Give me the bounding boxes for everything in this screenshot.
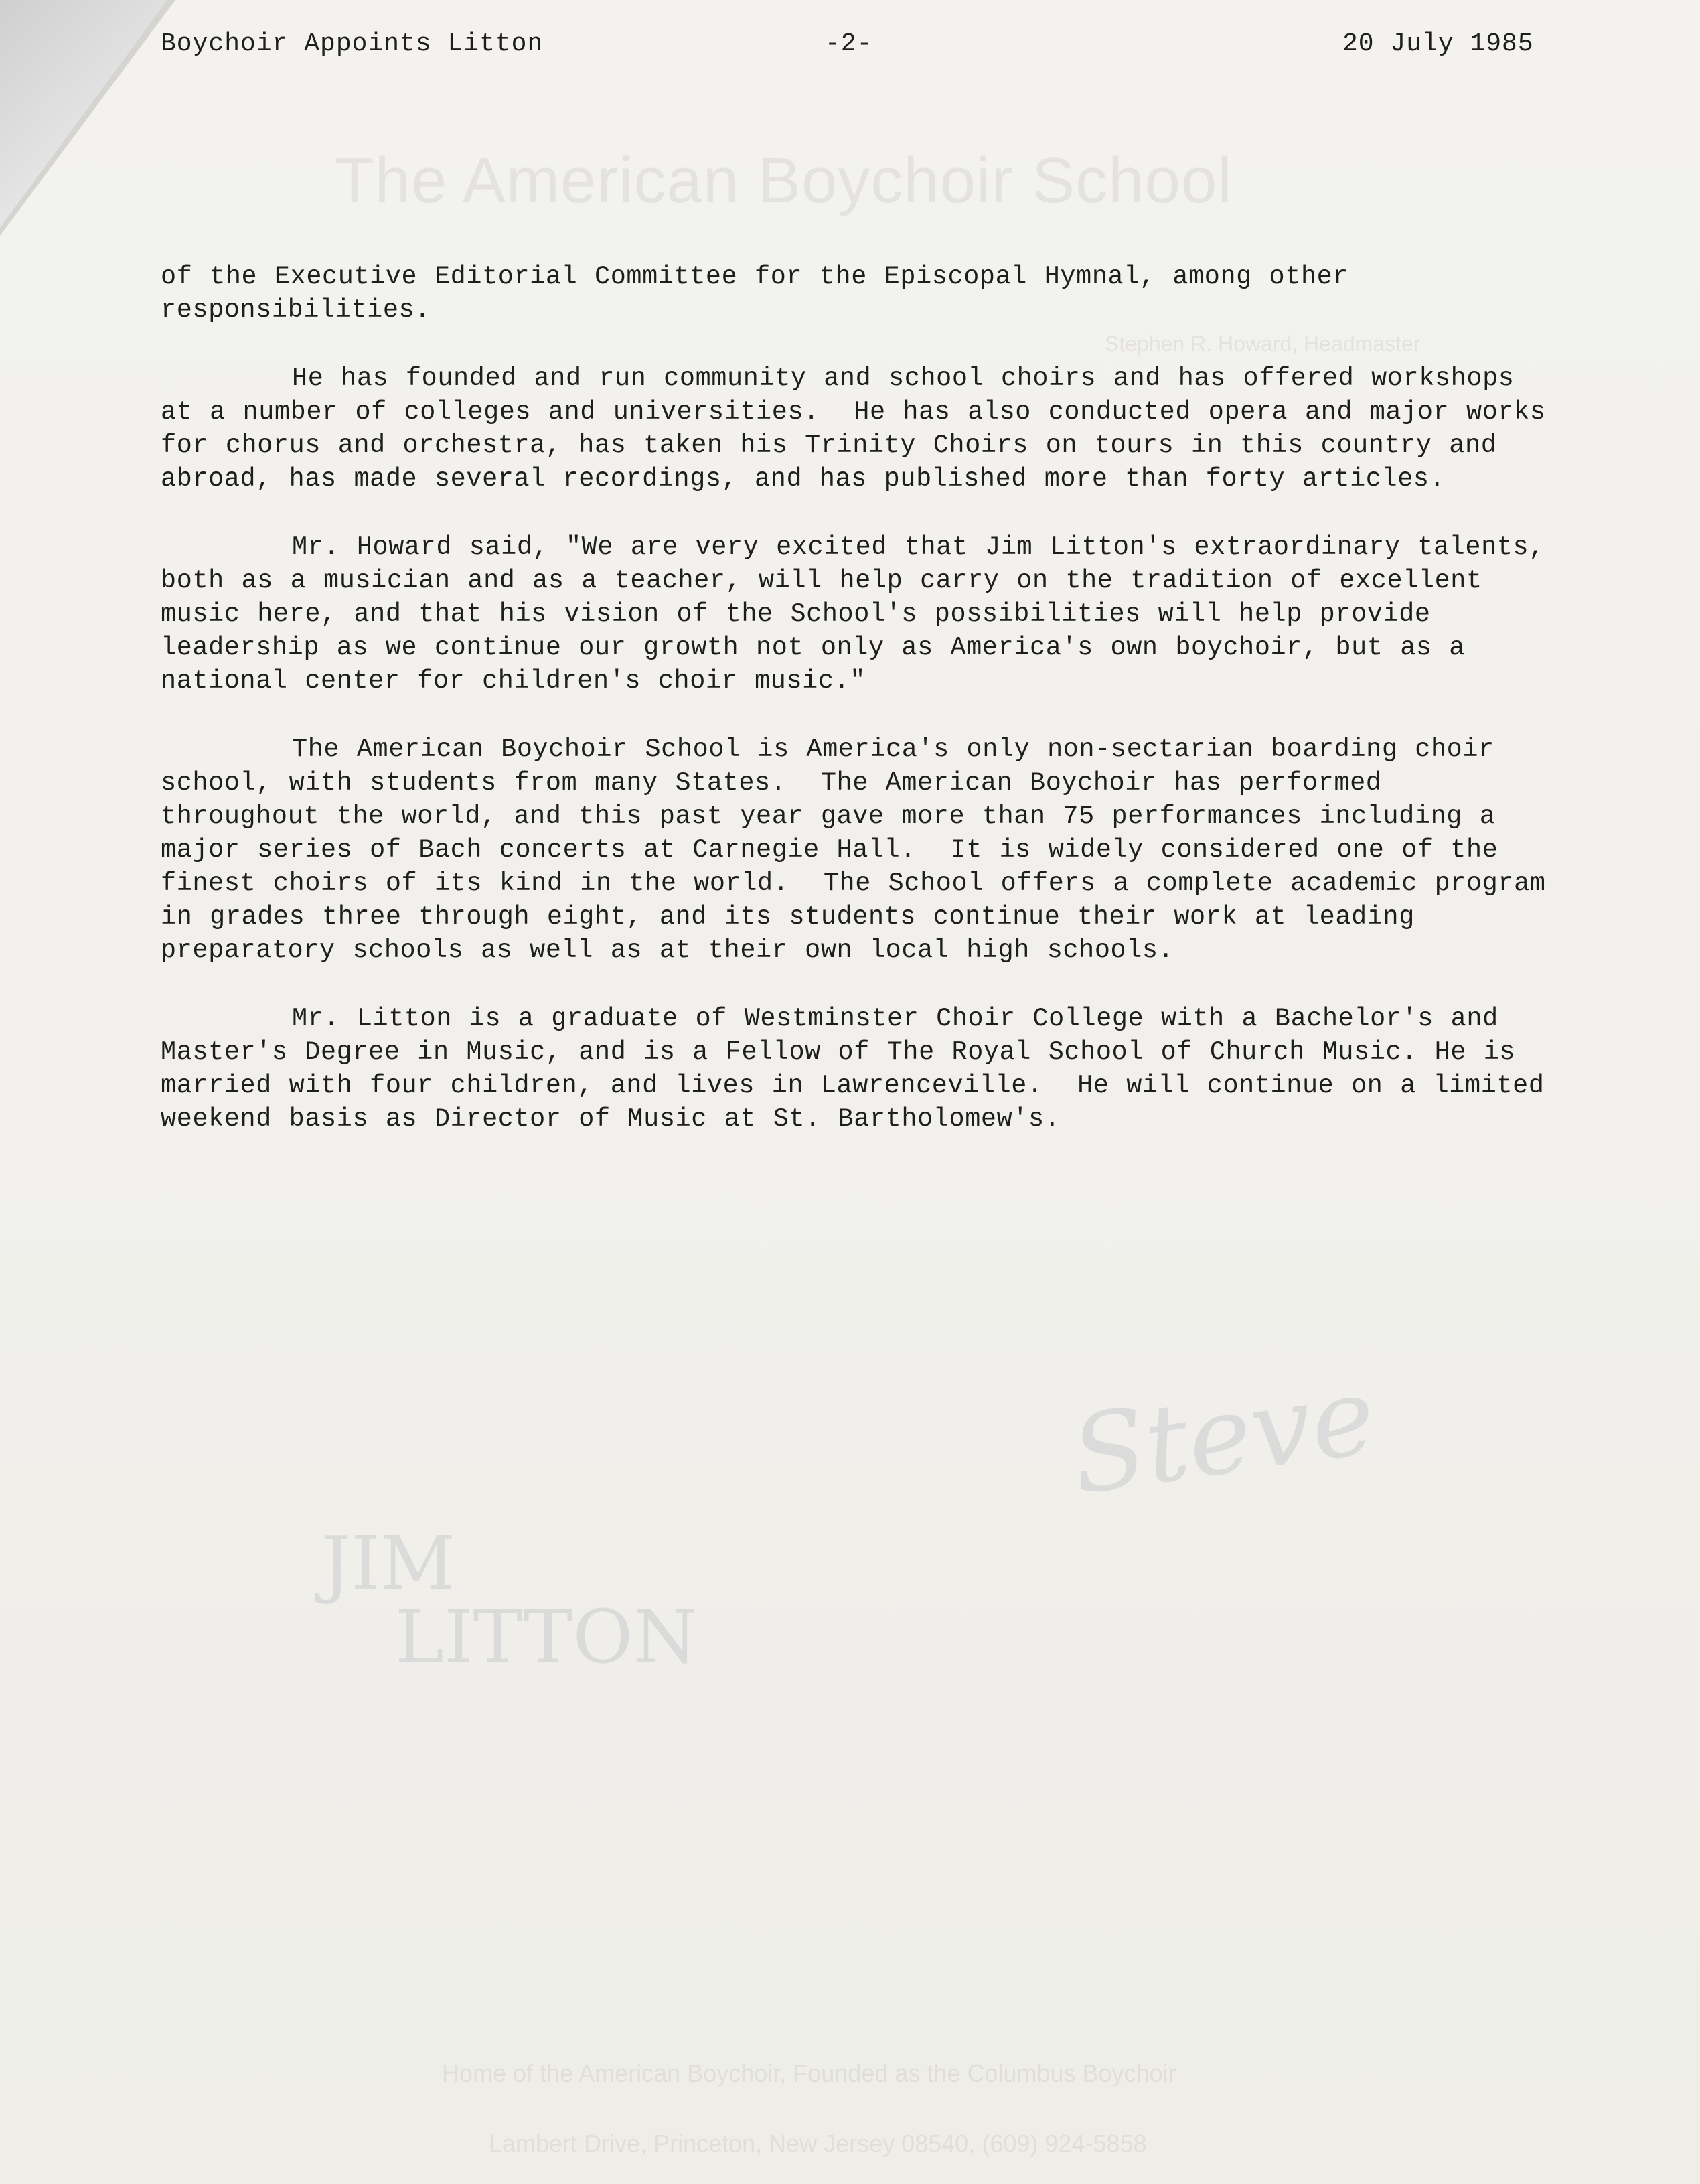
paragraph: of the Executive Editorial Committee for the Episcopal Hymnal, among other responsibilities. <box>161 262 1366 325</box>
paragraph: The American Boychoir School is America's only non-sectarian boarding choir school, with students from many States. The American Boychoir has performed throughout the world, and this past year gave more than 75 performances including a major series of Bach concerts at Carnegie Hall. It is widely considered one of the finest choirs of its kind in the world. The School offers a complete academic program in grades three through eight, and its students continue their work at leading preparatory schools as well as at their own local high schools. <box>161 735 1563 965</box>
bleed-through-letterhead: The American Boychoir School <box>335 145 1233 216</box>
bleed-through-handwriting: JIM <box>321 1520 456 1606</box>
bleed-through-handwriting: LITTON <box>395 1594 698 1680</box>
bleed-through-footer-line: Home of the American Boychoir, Founded as the Columbus Boychoir <box>442 2059 1176 2087</box>
bleed-through-signature: Steve <box>1064 1352 1383 1519</box>
bleed-through-address-line: Lambert Drive, Princeton, New Jersey 08540, (609) 924-5858 <box>489 2130 1147 2157</box>
paragraph: Mr. Howard said, "We are very excited that Jim Litton's extraordinary talents, both as a musician and as a teacher, will help carry on the tradition of excellent music here, and that his vision of the School's possibilities will help provide leadership as we continue our growth not only as America's own boychoir, but as a national center for children's choir music." <box>161 532 1562 696</box>
bleed-through-headmaster-line: Stephen R. Howard, Headmaster <box>1105 332 1421 356</box>
corner-fold <box>0 0 167 228</box>
page-number: -2- <box>825 29 873 58</box>
header-date: 20 July 1985 <box>1342 29 1534 58</box>
header-title: Boychoir Appoints Litton <box>161 29 544 58</box>
paragraph: He has founded and run community and school choirs and has offered workshops at a number of colleges and universities. He has also conducted opera and major works for chorus and orchestra, has taken his Trinity Choirs on tours in this country and abroad, has made several recordings, and has published more than forty articles. <box>161 364 1563 494</box>
document-body <box>161 260 1563 1171</box>
paragraph: Mr. Litton is a graduate of Westminster Choir College with a Bachelor's and Master's Degree in Music, and is a Fellow of The Royal School of Church Music. He is married with four children, and lives in Lawrenceville. He will continue on a limited weekend basis as Director of Music at St. Bartholomew's. <box>161 1004 1562 1134</box>
